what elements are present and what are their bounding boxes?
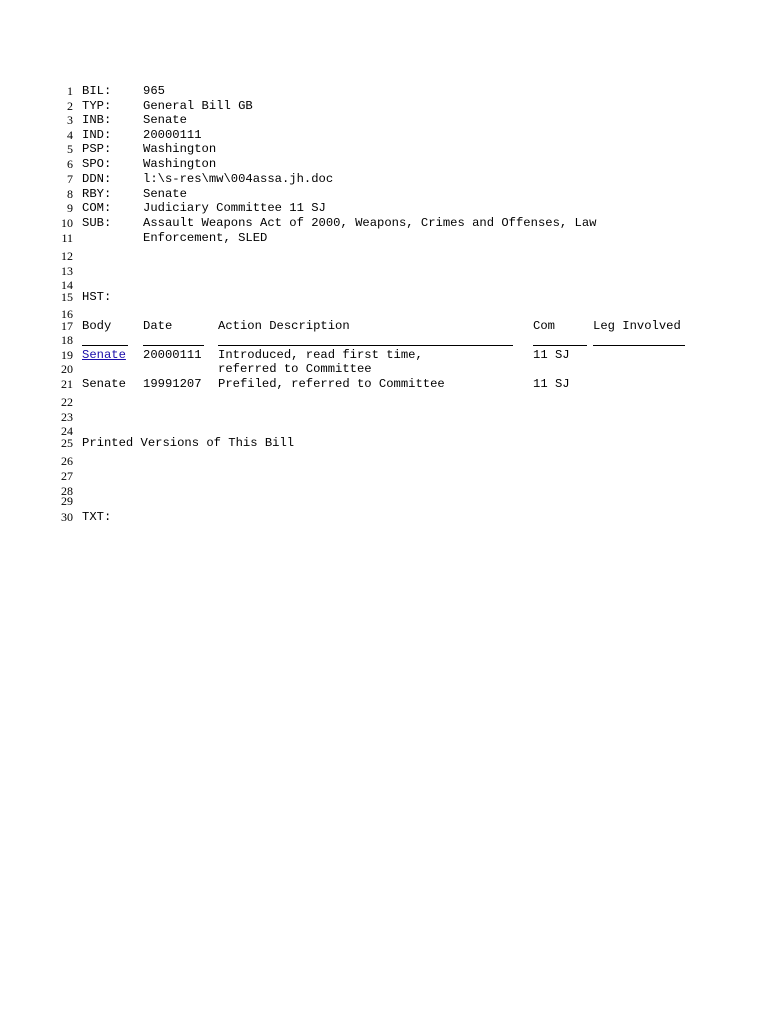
field-label-bil: BIL: <box>82 84 112 98</box>
line-number: 14 <box>61 278 73 292</box>
history-row-action-line1: Introduced, read first time, <box>218 348 423 362</box>
line-number: 30 <box>61 510 73 524</box>
field-label-sub: SUB: <box>82 216 112 230</box>
line-number: 19 <box>61 348 73 362</box>
line-number: 24 <box>61 424 73 438</box>
history-row-com: 11 SJ <box>533 348 570 362</box>
line-number: 10 <box>61 216 73 230</box>
line-number: 2 <box>67 99 73 113</box>
line-number: 6 <box>67 157 73 171</box>
field-label-spo: SPO: <box>82 157 112 171</box>
field-value-inb: Senate <box>143 113 187 127</box>
header-underline <box>218 345 513 346</box>
history-header-leg: Leg Involved <box>593 319 681 333</box>
line-number: 5 <box>67 142 73 156</box>
history-label: HST: <box>82 290 112 304</box>
field-value-ind: 20000111 <box>143 128 202 142</box>
history-row-date: 20000111 <box>143 348 202 362</box>
field-value-bil: 965 <box>143 84 165 98</box>
line-number: 28 <box>61 484 73 498</box>
line-number: 27 <box>61 469 73 483</box>
header-underline <box>533 345 587 346</box>
field-label-ind: IND: <box>82 128 112 142</box>
line-number: 11 <box>61 231 73 245</box>
history-row-com: 11 SJ <box>533 377 570 391</box>
line-number: 21 <box>61 377 73 391</box>
txt-label: TXT: <box>82 510 112 524</box>
history-row-date: 19991207 <box>143 377 202 391</box>
line-number: 29 <box>61 494 73 508</box>
history-header-date: Date <box>143 319 173 333</box>
history-header-com: Com <box>533 319 555 333</box>
line-number: 18 <box>61 333 73 347</box>
line-number: 7 <box>67 172 73 186</box>
history-row-action-line2: referred to Committee <box>218 362 372 376</box>
field-value-ddn: l:\s-res\mw\004assa.jh.doc <box>143 172 334 186</box>
line-number: 25 <box>61 436 73 450</box>
line-number: 12 <box>61 249 73 263</box>
line-number: 8 <box>67 187 73 201</box>
history-row-action-line1: Prefiled, referred to Committee <box>218 377 445 391</box>
header-underline <box>593 345 685 346</box>
header-underline <box>143 345 204 346</box>
printed-versions-heading: Printed Versions of This Bill <box>82 436 295 450</box>
field-value-spo: Washington <box>143 157 217 171</box>
history-row-body: Senate <box>82 377 126 391</box>
line-number: 15 <box>61 290 73 304</box>
field-value-com: Judiciary Committee 11 SJ <box>143 201 326 215</box>
line-number: 9 <box>67 201 73 215</box>
line-number: 16 <box>61 307 73 321</box>
history-header-action: Action Description <box>218 319 350 333</box>
field-label-inb: INB: <box>82 113 112 127</box>
field-label-typ: TYP: <box>82 99 112 113</box>
field-value-sub-line1: Assault Weapons Act of 2000, Weapons, Crimes and Offenses, Law <box>143 216 597 230</box>
line-number: 1 <box>67 84 73 98</box>
header-underline <box>82 345 128 346</box>
line-number: 22 <box>61 395 73 409</box>
field-label-psp: PSP: <box>82 142 112 156</box>
field-label-rby: RBY: <box>82 187 112 201</box>
line-number: 23 <box>61 410 73 424</box>
field-label-com: COM: <box>82 201 112 215</box>
line-number: 13 <box>61 264 73 278</box>
line-number: 4 <box>67 128 73 142</box>
field-value-typ: General Bill GB <box>143 99 253 113</box>
history-row-body-link[interactable]: Senate <box>82 348 126 362</box>
history-header-body: Body <box>82 319 112 333</box>
line-number: 26 <box>61 454 73 468</box>
field-value-psp: Washington <box>143 142 217 156</box>
field-value-sub-line2: Enforcement, SLED <box>143 231 268 245</box>
line-number: 17 <box>61 319 73 333</box>
field-value-rby: Senate <box>143 187 187 201</box>
line-number: 3 <box>67 113 73 127</box>
line-number: 20 <box>61 362 73 376</box>
field-label-ddn: DDN: <box>82 172 112 186</box>
